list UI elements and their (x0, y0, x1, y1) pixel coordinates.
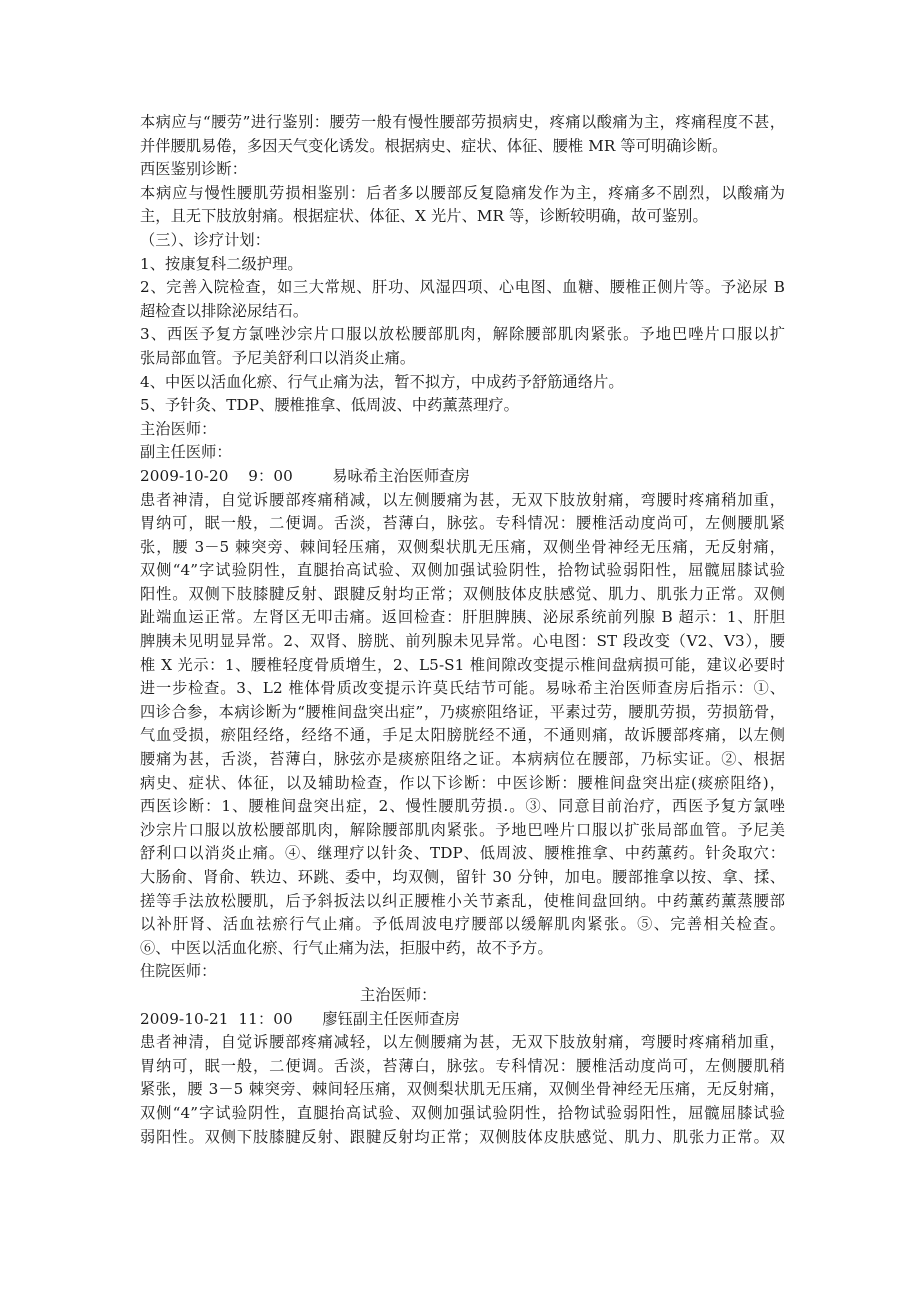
paragraph-line: ⑥、中医以活血化瘀、行气止痛为法，拒服中药，故不予方。 (140, 938, 553, 957)
paragraph-line: 本病应与慢性腰肌劳损相鉴别：后者多以腰部反复隐痛发作为主，疼痛多不剧烈，以酸痛为 (140, 183, 785, 202)
paragraph-line: 并伴腰肌易倦，多因天气变化诱发。根据病史、症状、体征、腰椎 MR 等可明确诊断。 (140, 136, 728, 155)
paragraph-line: 搓等手法放松腰肌，后予斜扳法以纠正腰椎小关节紊乱，使椎间盘回纳。中药薰药薰蒸腰部 (140, 891, 785, 910)
plan-item: 4、中医以活血化瘀、行气止痛为法，暂不拟方，中成药予舒筋通络片。 (140, 372, 624, 391)
paragraph-line: 双侧“4”字试验阴性，直腿抬高试验、双侧加强试验阴性，拾物试验弱阳性，屈髋屈膝试验 (140, 1103, 785, 1122)
paragraph-line: 进一步检查。3、L2 椎体骨质改变提示许莫氏结节可能。易咏希主治医师查房后指示：①、 (140, 679, 785, 698)
signature-label: 住院医师： (140, 962, 217, 981)
paragraph-line: 舒利口以消炎止痛。④、继理疗以针灸、TDP、低周波、腰椎推拿、中药薰药。针灸取穴： (140, 844, 785, 863)
paragraph-line: 四诊合参，本病诊断为“腰椎间盘突出症”，乃痰瘀阻络证，平素过劳，腰肌劳损，劳损筋骨， (140, 702, 785, 721)
paragraph-line: 弱阳性。双侧下肢膝腱反射、跟腱反射均正常；双侧肢体皮肤感觉、肌力、肌张力正常。双 (140, 1127, 785, 1146)
plan-item: 1、按康复科二级护理。 (140, 254, 303, 273)
paragraph-line: 脾胰未见明显异常。2、双肾、膀胱、前列腺未见异常。心电图：ST 段改变（V2、V3），腰 (140, 632, 785, 651)
paragraph-line: 气血受损，瘀阻经络，经络不通，手足太阳膀胱经不通，不通则痛，故诉腰部疼痛，以左侧 (140, 726, 785, 745)
paragraph-line: 胃纳可，眠一般，二便调。舌淡，苔薄白，脉弦。专科情况：腰椎活动度尚可，左侧腰肌稍 (140, 1056, 785, 1075)
section-heading: 西医鉴别诊断： (140, 160, 248, 179)
plan-item: 2、完善入院检查，如三大常规、肝功、风湿四项、心电图、血糖、腰椎正侧片等。予泌尿 B (140, 278, 785, 297)
paragraph-line: 紧张，腰 3－5 棘突旁、棘间轻压痛，双侧梨状肌无压痛，双侧坐骨神经无压痛，无反射痛， (140, 1080, 785, 1099)
paragraph-line: 患者神清，自觉诉腰部疼痛稍减，以左侧腰痛为甚，无双下肢放射痛，弯腰时疼痛稍加重， (140, 490, 785, 509)
paragraph-line: 西医诊断：1、腰椎间盘突出症，2、慢性腰肌劳损.。③、同意目前治疗，西医予复方氯唑 (140, 797, 785, 816)
paragraph-line: 腰痛为甚，舌淡，苔薄白，脉弦亦是痰瘀阻络之证。本病病位在腰部，乃标实证。②、根据 (140, 750, 785, 769)
paragraph-line: 胃纳可，眠一般，二便调。舌淡，苔薄白，脉弦。专科情况：腰椎活动度尚可，左侧腰肌紧 (140, 514, 785, 533)
signature-label: 主治医师： (140, 419, 217, 438)
plan-item: 5、予针灸、TDP、腰椎推拿、低周波、中药薰蒸理疗。 (140, 396, 519, 415)
paragraph-line: 阳性。双侧下肢膝腱反射、跟腱反射均正常；双侧肢体皮肤感觉、肌力、肌张力正常。双侧 (140, 584, 785, 603)
paragraph-line: 患者神清，自觉诉腰部疼痛减轻，以左侧腰痛为甚，无双下肢放射痛，弯腰时疼痛稍加重， (140, 1033, 785, 1052)
paragraph-line: 张，腰 3－5 棘突旁、棘间轻压痛，双侧梨状肌无压痛，双侧坐骨神经无压痛，无反射痛， (140, 537, 785, 556)
section-heading: （三）、诊疗计划： (140, 230, 270, 249)
document-page (140, 111, 785, 1149)
paragraph-line: 椎 X 光示：1、腰椎轻度骨质增生，2、L5-S1 椎间隙改变提示椎间盘病损可能，建议必要时 (140, 655, 785, 674)
paragraph-line: 本病应与“腰劳”进行鉴别：腰劳一般有慢性腰部劳损病史，疼痛以酸痛为主，疼痛程度不甚， (140, 113, 785, 131)
paragraph-line: 以补肝肾、活血祛瘀行气止痛。予低周波电疗腰部以缓解肌肉紧张。⑤、完善相关检查。 (140, 915, 785, 934)
signature-label: 主治医师： (360, 985, 437, 1004)
plan-item: 张局部血管。予尼美舒利口以消炎止痛。 (140, 348, 416, 367)
plan-item: 3、西医予复方氯唑沙宗片口服以放松腰部肌肉，解除腰部肌肉紧张。予地巴唑片口服以扩 (140, 325, 785, 344)
paragraph-line: 双侧“4”字试验阴性，直腿抬高试验、双侧加强试验阴性，拾物试验弱阳性，屈髋屈膝试验 (140, 561, 785, 580)
paragraph-line: 病史、症状、体征，以及辅助检查，作以下诊断：中医诊断：腰椎间盘突出症(痰瘀阻络)， (140, 773, 785, 792)
paragraph-line: 主，且无下肢放射痛。根据症状、体征、X 光片、MR 等，诊断较明确，故可鉴别。 (140, 207, 708, 226)
signature-label: 副主任医师： (140, 443, 232, 462)
rounds-header: 2009-10-20 9：00 易咏希主治医师查房 (140, 466, 470, 485)
paragraph-line: 沙宗片口服以放松腰部肌肉，解除腰部肌肉紧张。予地巴唑片口服以扩张局部血管。予尼美 (140, 820, 785, 839)
paragraph-line: 大肠俞、肾俞、轶边、环跳、委中，均双侧，留针 30 分钟，加电。腰部推拿以按、拿、揉、 (140, 868, 785, 886)
plan-item: 超检查以排除泌尿结石。 (140, 301, 309, 320)
paragraph-line: 趾端血运正常。左肾区无叩击痛。返回检查：肝胆脾胰、泌尿系统前列腺 B 超示：1、肝胆 (140, 608, 785, 627)
rounds-header: 2009-10-21 11：00 廖钰副主任医师查房 (140, 1009, 460, 1028)
